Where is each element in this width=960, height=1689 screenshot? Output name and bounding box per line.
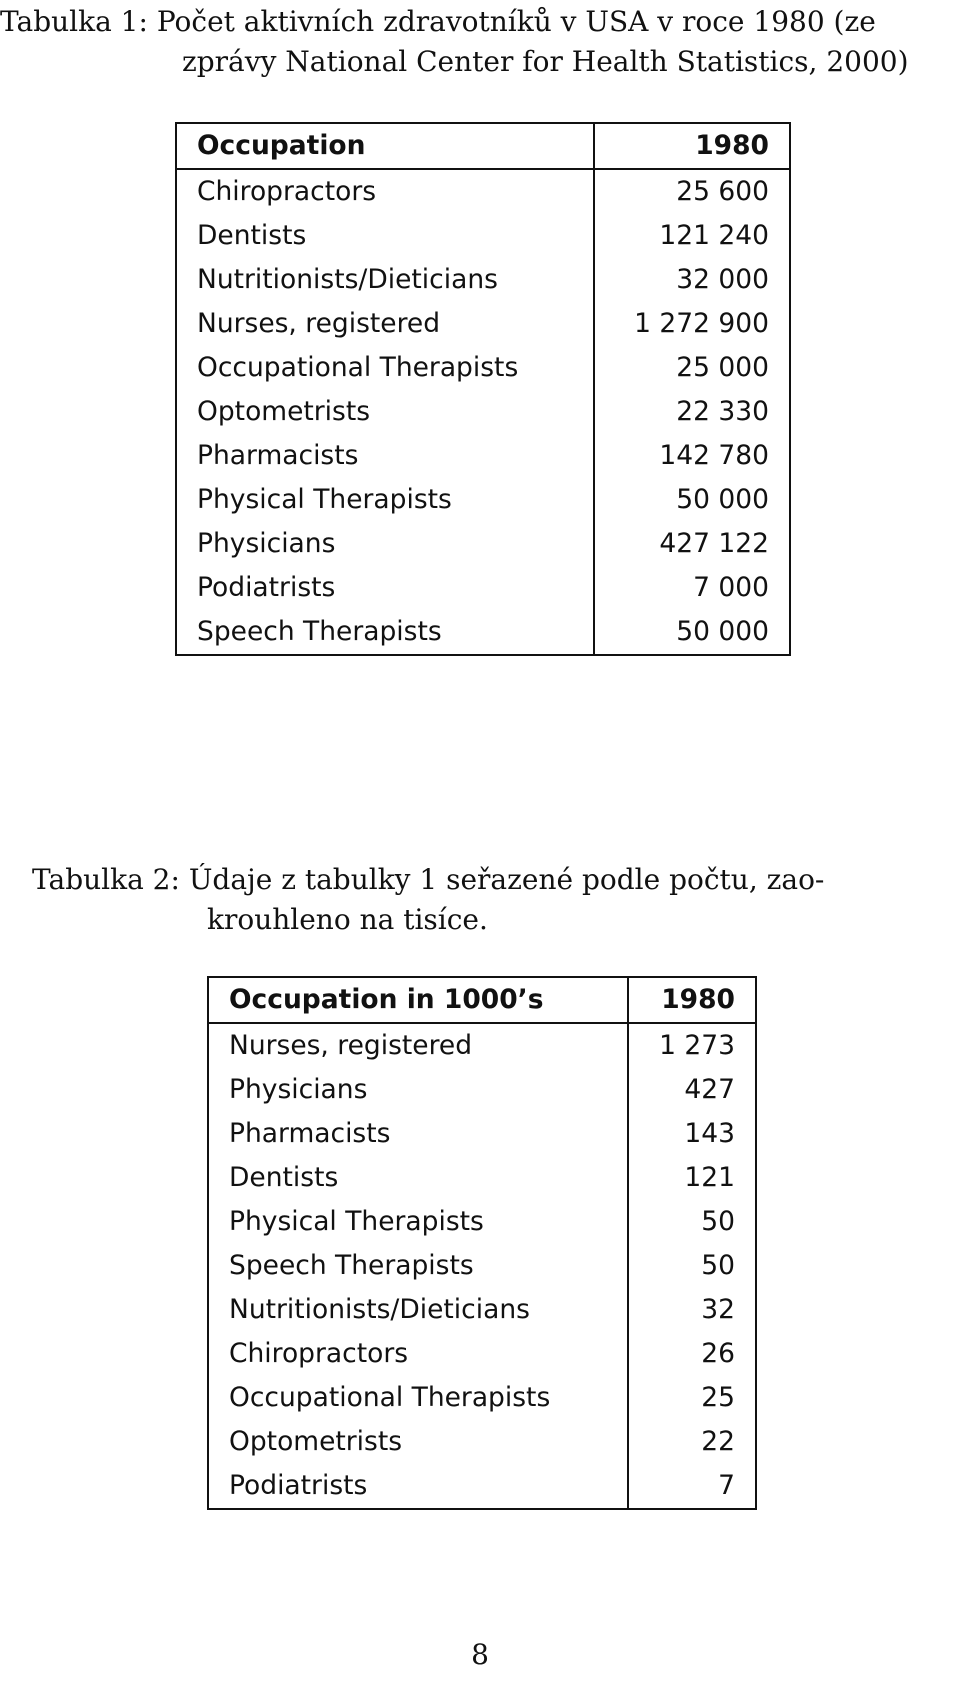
table1-value-cell: 50 000 (594, 610, 790, 655)
table2-value-cell: 26 (628, 1332, 756, 1376)
table2-caption-label: Tabulka 2: (32, 863, 180, 896)
table2-value-cell: 50 (628, 1200, 756, 1244)
table1-header-year: 1980 (594, 123, 790, 169)
table2-occupation-cell: Occupational Therapists (208, 1376, 628, 1420)
table2-caption (32, 860, 942, 940)
table2-value-cell: 1 273 (628, 1023, 756, 1068)
table2-occupation-cell: Physical Therapists (208, 1200, 628, 1244)
table-row (208, 1156, 756, 1200)
table2-occupation-cell: Podiatrists (208, 1464, 628, 1509)
table-row (208, 1244, 756, 1288)
table2-value-cell: 22 (628, 1420, 756, 1464)
table2 (207, 976, 757, 1510)
table-row (176, 302, 790, 346)
table1-occupation-cell: Nutritionists/Dieticians (176, 258, 594, 302)
table-row (208, 1068, 756, 1112)
table-row (176, 169, 790, 214)
table-row (176, 434, 790, 478)
table1-body (176, 169, 790, 655)
table-row (208, 1200, 756, 1244)
table2-header-occupation: Occupation in 1000’s (208, 977, 628, 1023)
table1-occupation-cell: Speech Therapists (176, 610, 594, 655)
table-row (176, 214, 790, 258)
table1-caption-line2: zprávy National Center for Health Statistics, 2000) (182, 45, 909, 78)
table1-value-cell: 1 272 900 (594, 302, 790, 346)
table1-header-occupation: Occupation (176, 123, 594, 169)
table-row (176, 566, 790, 610)
table-row (176, 478, 790, 522)
table-row (208, 1376, 756, 1420)
table-row (208, 1420, 756, 1464)
table1-value-cell: 25 000 (594, 346, 790, 390)
table1-value-cell: 7 000 (594, 566, 790, 610)
table-row (176, 258, 790, 302)
table2-occupation-cell: Pharmacists (208, 1112, 628, 1156)
table2-occupation-cell: Nutritionists/Dieticians (208, 1288, 628, 1332)
table-row (176, 390, 790, 434)
table-row (176, 346, 790, 390)
table2-value-cell: 427 (628, 1068, 756, 1112)
table2-occupation-cell: Nurses, registered (208, 1023, 628, 1068)
table1-occupation-cell: Optometrists (176, 390, 594, 434)
table-row (176, 522, 790, 566)
table1-caption (0, 2, 958, 82)
table2-body (208, 1023, 756, 1509)
table2-occupation-cell: Chiropractors (208, 1332, 628, 1376)
table-row (208, 1288, 756, 1332)
table2-value-cell: 143 (628, 1112, 756, 1156)
table2-header-row (208, 977, 756, 1023)
table-row (208, 1332, 756, 1376)
table1-header-row (176, 123, 790, 169)
table1-caption-label: Tabulka 1: (0, 5, 148, 38)
table-row (208, 1112, 756, 1156)
table-row (176, 610, 790, 655)
table1-value-cell: 50 000 (594, 478, 790, 522)
table-row (208, 1464, 756, 1509)
table2-value-cell: 32 (628, 1288, 756, 1332)
table1-occupation-cell: Podiatrists (176, 566, 594, 610)
table2-occupation-cell: Physicians (208, 1068, 628, 1112)
table2-occupation-cell: Dentists (208, 1156, 628, 1200)
table1-value-cell: 25 600 (594, 169, 790, 214)
table2-value-cell: 7 (628, 1464, 756, 1509)
table-row (208, 1023, 756, 1068)
table1-occupation-cell: Physical Therapists (176, 478, 594, 522)
table2-header-year: 1980 (628, 977, 756, 1023)
table1-caption-line1: Počet aktivních zdravotníků v USA v roce 1980 (ze (156, 5, 876, 38)
table2-value-cell: 50 (628, 1244, 756, 1288)
page-number: 8 (471, 1638, 489, 1671)
table2-caption-line2: krouhleno na tisíce. (207, 903, 488, 936)
table1-occupation-cell: Physicians (176, 522, 594, 566)
table2-occupation-cell: Optometrists (208, 1420, 628, 1464)
table1-occupation-cell: Occupational Therapists (176, 346, 594, 390)
table1-value-cell: 22 330 (594, 390, 790, 434)
table2-value-cell: 121 (628, 1156, 756, 1200)
table1-value-cell: 121 240 (594, 214, 790, 258)
table1-value-cell: 142 780 (594, 434, 790, 478)
table1-occupation-cell: Pharmacists (176, 434, 594, 478)
table2-value-cell: 25 (628, 1376, 756, 1420)
table1 (175, 122, 791, 656)
table1-occupation-cell: Dentists (176, 214, 594, 258)
table2-caption-line1: Údaje z tabulky 1 seřazené podle počtu, zao- (188, 863, 825, 896)
table1-value-cell: 427 122 (594, 522, 790, 566)
table1-occupation-cell: Chiropractors (176, 169, 594, 214)
table1-occupation-cell: Nurses, registered (176, 302, 594, 346)
table1-value-cell: 32 000 (594, 258, 790, 302)
table2-occupation-cell: Speech Therapists (208, 1244, 628, 1288)
